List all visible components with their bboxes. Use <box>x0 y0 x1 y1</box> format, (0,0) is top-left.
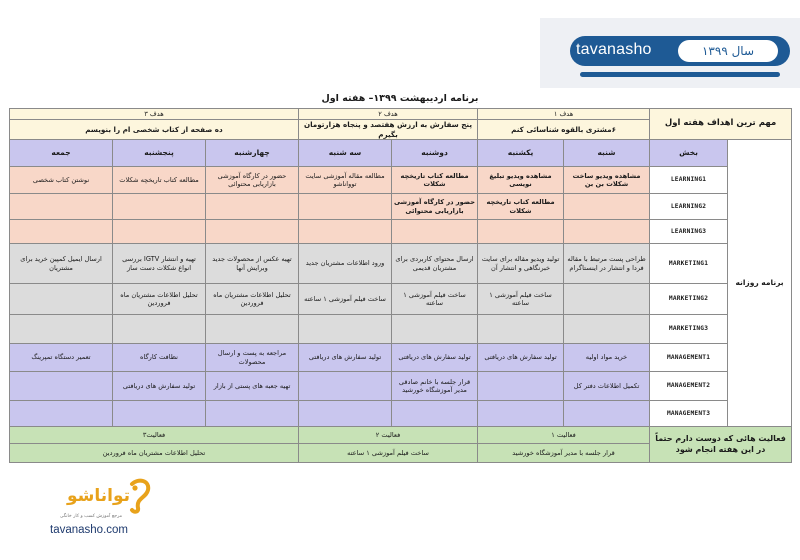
day-thursday: پنجشنبه <box>113 140 206 167</box>
table-cell: ساخت فیلم آموزشی ۱ ساعته <box>392 284 478 315</box>
table-cell <box>299 315 392 344</box>
table-cell: تهیه عکس از محصولات جدید وبرایش آنها <box>206 244 299 284</box>
activity-text-2: ساخت فیلم آموزشی ۱ ساعته <box>299 444 478 463</box>
table-cell <box>564 315 650 344</box>
table-cell <box>206 194 299 220</box>
table-cell <box>564 194 650 220</box>
table-row <box>10 220 792 244</box>
category-label: MARKETING1 <box>650 244 728 284</box>
table-cell <box>10 284 113 315</box>
table-cell: مراجعه به پست و ارسال محصولات <box>206 344 299 372</box>
table-row <box>10 194 792 220</box>
brand-banner <box>540 18 800 88</box>
tavanasho-logo <box>14 478 164 544</box>
goal-header-2: هدف ۲ <box>299 109 478 120</box>
goal-header-3: هدف ۳ <box>10 109 299 120</box>
table-row <box>10 167 792 194</box>
category-label: LEARNING2 <box>650 194 728 220</box>
table-cell: تحلیل اطلاعات مشتریان ماه فروردین <box>206 284 299 315</box>
brand-pill-bar <box>570 36 790 66</box>
table-cell: مطالعه کتاب تاریخچه شکلات <box>113 167 206 194</box>
table-cell <box>10 372 113 401</box>
table-row <box>10 401 792 427</box>
activity-header-1: فعالیت ۱ <box>478 427 650 444</box>
table-cell: مطالعه کتاب تاریخچه شکلات <box>392 167 478 194</box>
table-cell <box>113 194 206 220</box>
table-cell <box>206 401 299 427</box>
activity-text-3: تحلیل اطلاعات مشتریان ماه فروردین <box>10 444 299 463</box>
table-cell <box>299 401 392 427</box>
table-cell: تولید سفارش های دریافتی <box>478 344 564 372</box>
day-saturday: شنبه <box>564 140 650 167</box>
category-label: LEARNING3 <box>650 220 728 244</box>
banner-underline <box>580 72 780 77</box>
activities-label: فعالیت هائی که دوست دارم حتماً در این هفته انجام شود <box>650 427 792 463</box>
day-friday: جمعه <box>10 140 113 167</box>
table-cell: ارسال ایمیل کمپین خرید برای مشتریان <box>10 244 113 284</box>
table-cell: تکمیل اطلاعات دفتر کل <box>564 372 650 401</box>
table-cell <box>299 194 392 220</box>
logo-wordmark: تواناشو <box>66 486 130 506</box>
table-cell <box>113 220 206 244</box>
section-header: بخش <box>650 140 728 167</box>
table-cell <box>10 401 113 427</box>
table-cell: تهیه و انتشار IGTV بررسی انواع شکلات دست ساز <box>113 244 206 284</box>
table-cell <box>206 315 299 344</box>
logo-url: tavanasho.com <box>50 524 128 536</box>
table-cell <box>10 315 113 344</box>
goals-label: مهم ترین اهداف هفته اول <box>650 109 792 140</box>
day-monday: دوشنبه <box>392 140 478 167</box>
category-label: MANAGEMENT1 <box>650 344 728 372</box>
table-cell <box>564 284 650 315</box>
table-cell: حضور در کارگاه آموزشی بازاریابی محتوائی <box>206 167 299 194</box>
table-cell: تولید ویدیو مقاله برای سایت خبرنگاهی و انتشار آن <box>478 244 564 284</box>
brand-name: tavanasho <box>576 41 652 58</box>
category-label: LEARNING1 <box>650 167 728 194</box>
table-cell: ورود اطلاعات مشتریان جدید <box>299 244 392 284</box>
goal-text-2: پنج سفارش به ارزش هفتصد و پنجاه هزارتومان بگیرم <box>299 120 478 140</box>
table-row <box>10 372 792 401</box>
table-cell <box>206 220 299 244</box>
year-badge: سال ۱۳۹۹ <box>678 40 778 62</box>
table-row <box>10 244 792 284</box>
day-sunday: یکشنبه <box>478 140 564 167</box>
table-cell <box>392 220 478 244</box>
goal-header-1: هدف ۱ <box>478 109 650 120</box>
table-cell: مشاهده ویدیو ساخت شکلات بن بن <box>564 167 650 194</box>
category-label: MARKETING2 <box>650 284 728 315</box>
category-label: MARKETING3 <box>650 315 728 344</box>
plan-title: برنامه اردیبهشت ۱۳۹۹– هفته اول <box>321 93 479 104</box>
table-cell: تعمیر دستگاه تمپرینگ <box>10 344 113 372</box>
activity-header-3: فعالیت۳ <box>10 427 299 444</box>
table-row <box>10 315 792 344</box>
goal-text-1: ۶مشتری بالقوه شناسائی کنم <box>478 120 650 140</box>
table-cell <box>10 194 113 220</box>
table-cell <box>299 372 392 401</box>
logo-tagline: مرجع آموزش کسب و کار خانگی <box>59 514 123 519</box>
table-cell: ساخت فیلم آموزشی ۱ ساعته <box>299 284 392 315</box>
table-cell <box>478 315 564 344</box>
logo-emblem-icon <box>126 478 152 514</box>
table-cell <box>392 315 478 344</box>
daily-program-label: برنامه روزانه <box>728 140 792 427</box>
table-cell: تحلیل اطلاعات مشتریان ماه فروردین <box>113 284 206 315</box>
table-cell: خرید مواد اولیه <box>564 344 650 372</box>
table-cell: مطالعه مقاله آموزشی سایت توواناشو <box>299 167 392 194</box>
goal-text-3: ده صفحه از کتاب شخصی ام را بنویسم <box>10 120 299 140</box>
table-cell <box>478 372 564 401</box>
day-wednesday: چهارشنبه <box>206 140 299 167</box>
table-cell <box>478 220 564 244</box>
table-cell <box>113 315 206 344</box>
table-cell: نظافت کارگاه <box>113 344 206 372</box>
activity-text-1: قرار جلسه با مدیر آموزشگاه خورشید <box>478 444 650 463</box>
table-cell <box>10 220 113 244</box>
table-cell: تولید سفارش های دریافتی <box>113 372 206 401</box>
weekly-plan-table <box>9 108 792 463</box>
table-cell <box>478 401 564 427</box>
table-cell <box>564 401 650 427</box>
table-cell: تهیه جعبه های پستی از بازار <box>206 372 299 401</box>
table-cell: نوشتن کتاب شخصی <box>10 167 113 194</box>
table-cell: قرار جلسه با خانم صادقی مدیر آموزشگاه خورشید <box>392 372 478 401</box>
table-cell: مشاهده ویدیو تبلیغ نویسی <box>478 167 564 194</box>
day-tuesday: سه شنبه <box>299 140 392 167</box>
table-cell: تولید سفارش های دریافتی <box>392 344 478 372</box>
table-row <box>10 344 792 372</box>
table-cell: مطالعه کتاب تاریخچه شکلات <box>478 194 564 220</box>
table-cell: حضور در کارگاه آموزشی بازاریابی محتوائی <box>392 194 478 220</box>
table-cell: ارسال محتوای کاربردی برای مشتریان قدیمی <box>392 244 478 284</box>
table-cell <box>564 220 650 244</box>
table-cell: ساخت فیلم آموزشی ۱ ساعته <box>478 284 564 315</box>
table-cell <box>392 401 478 427</box>
table-row <box>10 284 792 315</box>
table-cell: تولید سفارش های دریافتی <box>299 344 392 372</box>
activity-header-2: فعالیت ۲ <box>299 427 478 444</box>
table-cell: طراحی پست مرتبط با مقاله فردا و انتشار در اینستاگرام <box>564 244 650 284</box>
category-label: MANAGEMENT3 <box>650 401 728 427</box>
table-cell <box>113 401 206 427</box>
table-cell <box>299 220 392 244</box>
category-label: MANAGEMENT2 <box>650 372 728 401</box>
